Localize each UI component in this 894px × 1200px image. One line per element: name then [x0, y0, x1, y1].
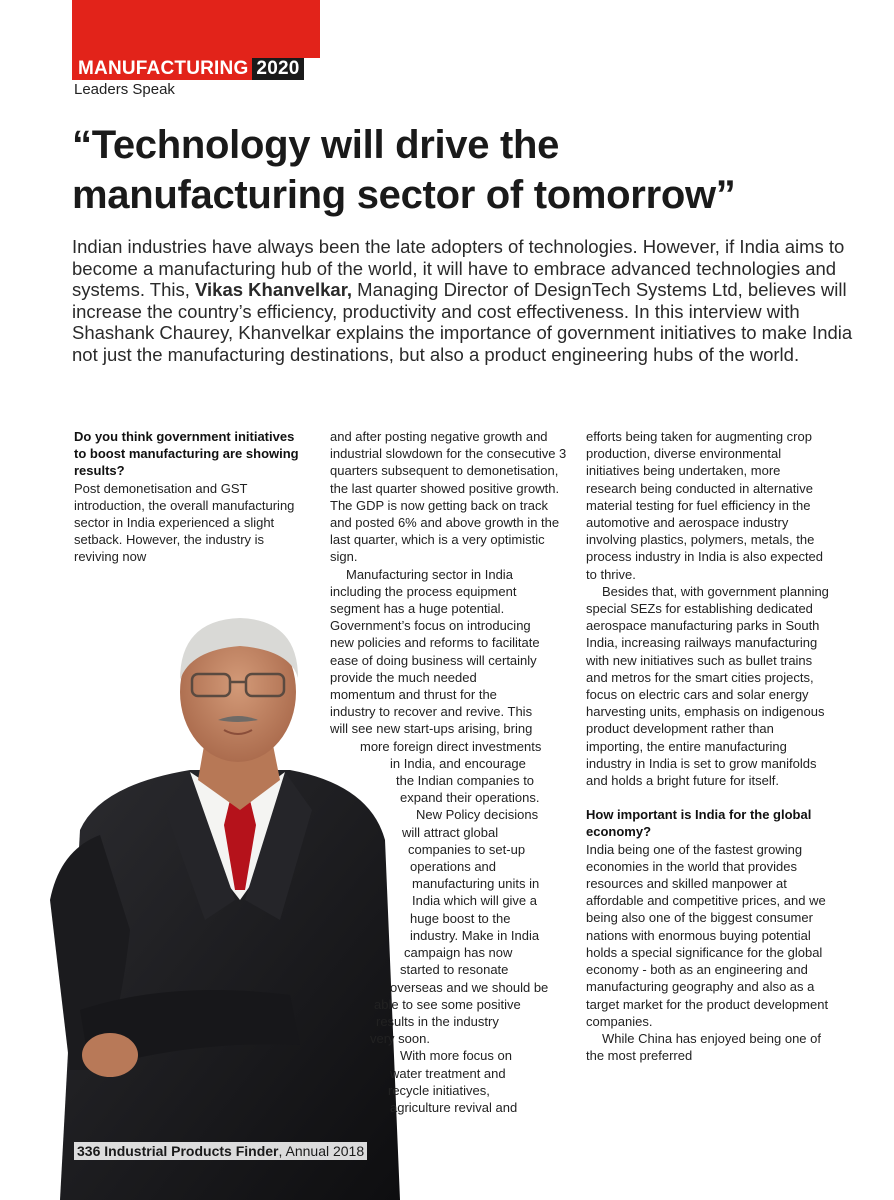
- text-line: will see new start-ups arising, bring: [330, 721, 533, 737]
- subsection-label: Leaders Speak: [74, 81, 175, 98]
- text-line: New Policy decisions: [416, 807, 539, 823]
- text-line: results in the industry: [376, 1013, 499, 1029]
- text-line: in India, and encourage: [390, 755, 526, 771]
- text-line: companies to set-up: [408, 841, 526, 857]
- answer-2: India being one of the fastest growing economies in the world that provides resources and skilled manpower at affordable and competitive prices, and we being also one of the biggest consumer nations with enormous buying potential holds a special significance for the global economy - both as an engineering and manufacturing geography and also as a target market for the product development companies.: [586, 841, 829, 1029]
- paragraph: While China has enjoyed being one of the most preferred: [586, 1030, 821, 1064]
- text-line: India which will give a: [412, 893, 538, 909]
- text-line: provide the much needed: [330, 669, 477, 685]
- text-line: started to resonate: [400, 962, 509, 978]
- interviewee-name: Vikas Khanvelkar,: [195, 279, 353, 301]
- text-line: will attract global: [402, 824, 499, 840]
- text-line: operations and: [410, 859, 497, 875]
- article-standfirst: [72, 236, 862, 366]
- text-line: huge boost to the: [410, 910, 511, 926]
- section-tag: [72, 58, 324, 80]
- text-line: water treatment and: [390, 1065, 506, 1081]
- page-number: 336: [77, 1143, 101, 1159]
- text-line: segment has a huge potential.: [330, 601, 505, 617]
- article-headline: [72, 120, 852, 220]
- text-line: very soon.: [370, 1031, 430, 1047]
- question-1: Do you think government initiatives to boost manufacturing are showing results?: [74, 429, 299, 479]
- text-line: Government’s focus on introducing: [330, 618, 531, 634]
- answer-1: Post demonetisation and GST introduction, the overall manufacturing sector in India experienced a slight setback. However, the industry is reviving now: [74, 480, 295, 565]
- text-line: recycle initiatives,: [388, 1082, 490, 1098]
- text-line: industry. Make in India: [410, 927, 540, 943]
- column-3: [586, 428, 831, 1064]
- section-name: MANUFACTURING: [72, 58, 252, 80]
- magazine-name: Industrial Products Finder: [104, 1143, 279, 1159]
- text-line: including the process equipment: [330, 583, 517, 599]
- text-line: the Indian companies to: [396, 773, 535, 789]
- text-line: new policies and reforms to facilitate: [330, 635, 540, 651]
- text-line: expand their operations.: [400, 790, 540, 806]
- text-line: Manufacturing sector in India: [346, 566, 513, 582]
- page-footer: [74, 1142, 367, 1160]
- standfirst-rest: Managing Director of DesignTech Systems Ltd, believes will increase the country’s efficiency, productivity and cost effectiveness. In this interview with Shashank Chaurey, Khanvelkar explains the importance of government initiatives to make India not just the manufacturing destinations, but also a product engineering hubs of the world.: [72, 279, 853, 365]
- standfirst-intro: Indian industries have always been the late adopters of technologies. However, if India aims to become a manufacturing hub of the world, it will have to embrace advanced technologies and systems. This,: [72, 236, 845, 301]
- issue-label: , Annual 2018: [278, 1143, 365, 1159]
- text-line: campaign has now: [404, 945, 513, 961]
- text-line: ease of doing business will certainly: [330, 652, 537, 668]
- column-2: [330, 428, 568, 1116]
- column-2-wrapped-text: [330, 566, 568, 1117]
- paragraph: Besides that, with government planning special SEZs for establishing dedicated aerospace manufacturing parks in South India, increasing railways manufacturing with new initiatives such as bullet trains and metros for the smart cities projects, focus on electric cars and solar energy harvesting units, emphasis on indigenous product development rather than importing, the entire manufacturing industry in India is set to grow manifolds and holds a bright future for itself.: [586, 583, 829, 789]
- text-line: With more focus on: [400, 1048, 512, 1064]
- column-1: [74, 428, 306, 566]
- headline-line-1: “Technology will drive the: [72, 123, 560, 167]
- section-year: 2020: [252, 58, 303, 80]
- text-line: agriculture revival and: [390, 1099, 518, 1115]
- paragraph: and after posting negative growth and industrial slowdown for the consecutive 3 quarters subsequent to demonetisation, the last quarter showed positive growth. The GDP is now getting back on track and posted 6% and above growth in the last quarter, which is a very optimistic sign.: [330, 429, 567, 565]
- paragraph: efforts being taken for augmenting crop production, diverse environmental initiatives being undertaken, more research being conducted in alternative material testing for fuel efficiency in the automotive and aerospace industry involving plastics, polymers, metals, the process industry in India is also expected to thrive.: [586, 429, 824, 582]
- text-line: overseas and we should be: [390, 979, 549, 995]
- text-line: momentum and thrust for the: [330, 687, 497, 703]
- header-red-bar: [72, 0, 320, 58]
- text-line: able to see some positive: [374, 996, 521, 1012]
- text-line: more foreign direct investments: [360, 738, 542, 754]
- question-2: How important is India for the global economy?: [586, 807, 812, 840]
- text-line: manufacturing units in: [412, 876, 540, 892]
- text-line: industry to recover and revive. This: [330, 704, 533, 720]
- headline-line-2: manufacturing sector of tomorrow”: [72, 173, 736, 217]
